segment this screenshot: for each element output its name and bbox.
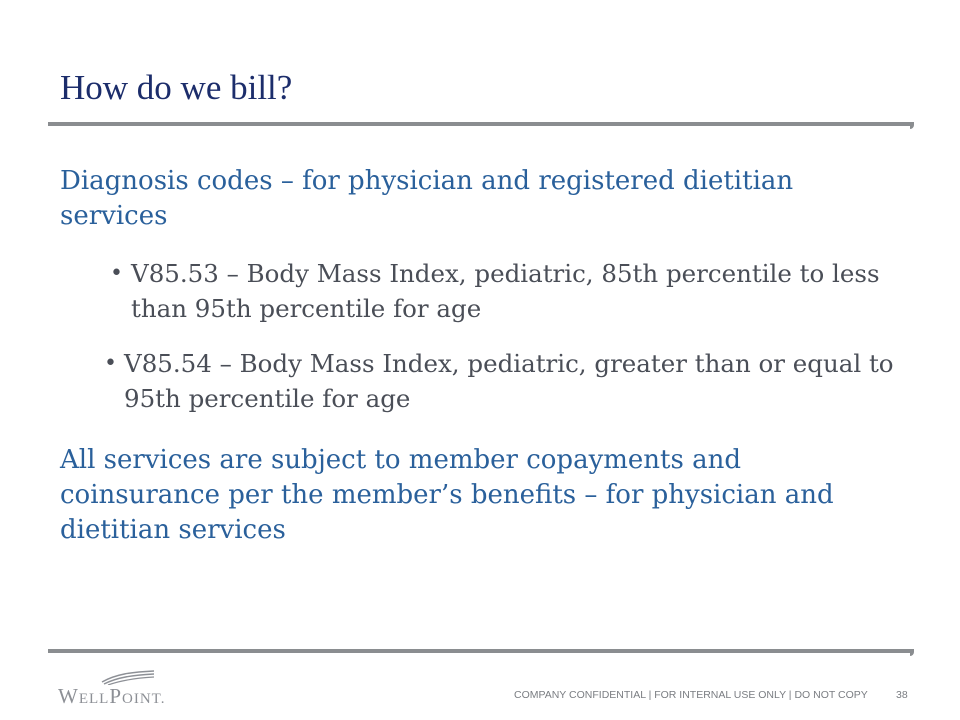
wellpoint-logo bbox=[58, 669, 208, 709]
logo-wordmark: WELLPOINT. bbox=[58, 684, 166, 708]
slide-title: How do we bill? bbox=[60, 68, 293, 107]
top-divider bbox=[48, 122, 914, 126]
bullet-marker: • bbox=[110, 261, 123, 286]
confidential-notice: COMPANY CONFIDENTIAL | FOR INTERNAL USE ONLY | DO NOT COPY bbox=[514, 689, 868, 701]
bullet-item-v85-53: V85.53 – Body Mass Index, pediatric, 85th percentile to less than 95th percentile for age bbox=[131, 259, 880, 323]
diagnosis-codes-heading: Diagnosis codes – for physician and registered dietitian services bbox=[60, 166, 794, 231]
bullet-item-v85-54: V85.54 – Body Mass Index, pediatric, greater than or equal to 95th percentile for age bbox=[124, 349, 894, 413]
page-number: 38 bbox=[896, 689, 908, 701]
logo-wave-icon bbox=[98, 669, 158, 685]
bullet-marker: • bbox=[104, 351, 117, 376]
bottom-divider bbox=[48, 649, 914, 653]
services-note: All services are subject to member copayments and coinsurance per the member’s benefits – for physician and dietitian services bbox=[60, 445, 834, 545]
